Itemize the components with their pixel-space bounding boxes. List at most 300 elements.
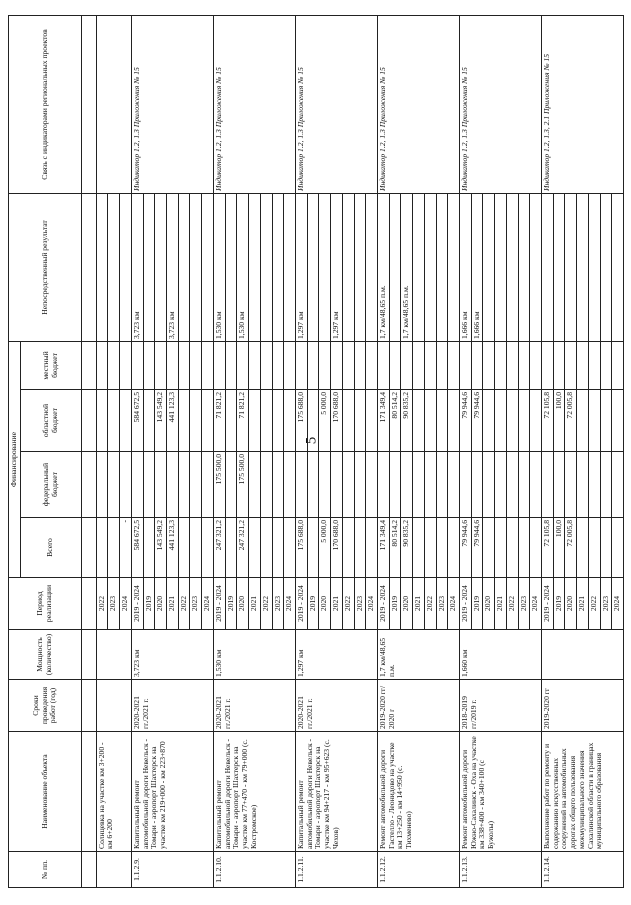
period-year: 2024 [448, 578, 460, 630]
regional-value [506, 390, 518, 452]
period-year: 2024 [530, 578, 542, 630]
regional-value: 79 944,6 [460, 390, 472, 452]
local-value [331, 341, 343, 389]
project-term: 2019-2020 гг [542, 680, 624, 732]
regional-value [424, 390, 436, 452]
total-value: 441 123,3 [167, 518, 179, 578]
result-value [143, 193, 155, 341]
local-value [436, 341, 448, 389]
period-year: 2024 [284, 578, 296, 630]
regional-value: 175 688,0 [295, 390, 307, 452]
local-value [202, 341, 214, 389]
regional-value [143, 390, 155, 452]
federal-value [354, 452, 366, 518]
result-value [495, 193, 507, 341]
local-value [342, 341, 354, 389]
total-value [143, 518, 155, 578]
result-value [108, 193, 120, 341]
result-value [190, 193, 202, 341]
federal-value [131, 452, 143, 518]
result-value [225, 193, 237, 341]
period-year: 2023 [108, 578, 120, 630]
federal-value [155, 452, 167, 518]
result-value: 1,297 км [295, 193, 307, 341]
local-value [448, 341, 460, 389]
total-value: 79 944,6 [471, 518, 483, 578]
regional-value [495, 390, 507, 452]
header-row-1 [9, 15, 21, 887]
project-name: Капитальный ремонт автомобильной дороги Невельск - Томари - аэропорт Шахтерск на участке км 219+000 - км 223+870 [131, 732, 213, 852]
total-value: - [120, 518, 132, 578]
result-value [413, 193, 425, 341]
regional-value [448, 390, 460, 452]
local-value [366, 341, 378, 389]
header-num: № пп. [9, 852, 82, 888]
document-table-area [8, 16, 622, 888]
total-value [424, 518, 436, 578]
period-year: 2021 [495, 578, 507, 630]
total-value [260, 518, 272, 578]
header-capacity: Мощность (количество) [9, 630, 82, 680]
total-value [96, 518, 108, 578]
total-value [354, 518, 366, 578]
carryover-num-cell [96, 852, 131, 888]
regional-value [342, 390, 354, 452]
result-value: 1,530 км [213, 193, 225, 341]
total-value: 143 549,2 [155, 518, 167, 578]
project-term: 2020-2021 гг./2021 г. [131, 680, 213, 732]
local-value [120, 341, 132, 389]
regional-value: 80 514,2 [389, 390, 401, 452]
total-value [518, 518, 530, 578]
regional-value [530, 390, 542, 452]
federal-value [143, 452, 155, 518]
project-term: 2018-2019 гг/2019 г. [460, 680, 542, 732]
period-year: 2019 [553, 578, 565, 630]
result-value [424, 193, 436, 341]
federal-value [284, 452, 296, 518]
total-value [436, 518, 448, 578]
total-value: 79 944,6 [460, 518, 472, 578]
project-name: Ремонт автомобильной дороги Гастелло - Леонидово на участке км 13+250 - км 14+950 (с. Тихменево) [377, 732, 459, 852]
total-value [577, 518, 589, 578]
regional-value [354, 390, 366, 452]
total-value: 175 688,0 [295, 518, 307, 578]
local-value [225, 341, 237, 389]
federal-value [460, 452, 472, 518]
federal-value: 175 500,0 [237, 452, 249, 518]
result-value [542, 193, 554, 341]
federal-value [600, 452, 612, 518]
regional-value [577, 390, 589, 452]
result-value [284, 193, 296, 341]
period-year: 2022 [96, 578, 108, 630]
regional-value [249, 390, 261, 452]
project-capacity: 1,660 км [460, 630, 542, 680]
total-value: 584 672,5 [131, 518, 143, 578]
result-value [155, 193, 167, 341]
result-value [483, 193, 495, 341]
project-capacity: 3,723 км [131, 630, 213, 680]
result-value [354, 193, 366, 341]
regional-value [436, 390, 448, 452]
result-value [506, 193, 518, 341]
total-value [307, 518, 319, 578]
period-year: 2022 [424, 578, 436, 630]
project-name: Капитальный ремонт автомобильной дороги Невельск - Томари - аэропорт Шахтерск на участке км 94+217 - км 95+623 (с. Чехов) [295, 732, 377, 852]
regional-value [612, 390, 624, 452]
carryover-name: Солнцевка на участке км 3+200 - км 6+200 [96, 732, 131, 852]
total-value [612, 518, 624, 578]
header-financing: Финансирование [9, 341, 21, 577]
total-value: 5 000,0 [319, 518, 331, 578]
regional-value: 72 005,8 [565, 390, 577, 452]
federal-value [190, 452, 202, 518]
federal-value [96, 452, 108, 518]
result-value: 1,666 км [460, 193, 472, 341]
local-value [495, 341, 507, 389]
federal-value [225, 452, 237, 518]
result-value [366, 193, 378, 341]
local-value [588, 341, 600, 389]
total-value [272, 518, 284, 578]
table-row [542, 15, 554, 887]
local-value [96, 341, 108, 389]
local-value [237, 341, 249, 389]
header-regional: областной бюджет [20, 390, 81, 452]
total-value [225, 518, 237, 578]
project-link: Индикатор 1.2, 1.3 Приложения № 15 [295, 15, 377, 193]
header-total: Всего [20, 518, 81, 578]
local-value [155, 341, 167, 389]
local-value [577, 341, 589, 389]
local-value [178, 341, 190, 389]
regional-value: 441 123,3 [167, 390, 179, 452]
result-value: 1,297 км [331, 193, 343, 341]
period-year: 2019 - 2024 [295, 578, 307, 630]
local-value [389, 341, 401, 389]
period-year: 2019 [389, 578, 401, 630]
regional-value: 90 835,2 [401, 390, 413, 452]
total-value [284, 518, 296, 578]
result-value [436, 193, 448, 341]
result-value [565, 193, 577, 341]
period-year: 2023 [354, 578, 366, 630]
period-year: 2019 - 2024 [377, 578, 389, 630]
project-num: 1.1.2.13. [460, 852, 542, 888]
local-value [190, 341, 202, 389]
result-value [249, 193, 261, 341]
period-year: 2023 [190, 578, 202, 630]
local-value [553, 341, 565, 389]
period-year: 2021 [167, 578, 179, 630]
local-value [506, 341, 518, 389]
regional-value: 100,0 [553, 390, 565, 452]
federal-value [436, 452, 448, 518]
project-link: Индикатор 1.2, 1.3 Приложения № 15 [131, 15, 213, 193]
project-capacity: 1,7 км/48,65 п.м. [377, 630, 459, 680]
total-value [249, 518, 261, 578]
local-value [260, 341, 272, 389]
result-value: 1,7 км/48,65 п.м. [401, 193, 413, 341]
project-link: Индикатор 1.2, 1.3 Приложения № 15 [460, 15, 542, 193]
result-value [588, 193, 600, 341]
period-year: 2022 [260, 578, 272, 630]
federal-value [577, 452, 589, 518]
regional-value [518, 390, 530, 452]
table-row [295, 15, 307, 887]
local-value [424, 341, 436, 389]
federal-value [307, 452, 319, 518]
federal-value [471, 452, 483, 518]
regional-value: 143 549,2 [155, 390, 167, 452]
federal-value [295, 452, 307, 518]
period-year: 2022 [178, 578, 190, 630]
project-link: Индикатор 1.2, 1.3 Приложения № 15 [213, 15, 295, 193]
total-value [530, 518, 542, 578]
regional-value [260, 390, 272, 452]
period-year: 2019 - 2024 [542, 578, 554, 630]
period-year: 2022 [342, 578, 354, 630]
period-year: 2021 [331, 578, 343, 630]
rotated-table-container [8, 16, 622, 888]
carryover-link [96, 15, 131, 193]
total-value: 100,0 [553, 518, 565, 578]
result-value [307, 193, 319, 341]
regional-value [413, 390, 425, 452]
financing-table [8, 15, 624, 888]
project-num: 1.1.2.10. [213, 852, 295, 888]
result-value [120, 193, 132, 341]
result-value [612, 193, 624, 341]
period-year: 2019 [225, 578, 237, 630]
result-value [389, 193, 401, 341]
header-spacer-row [81, 15, 96, 887]
federal-value [342, 452, 354, 518]
local-value [272, 341, 284, 389]
total-value: 247 321,2 [213, 518, 225, 578]
federal-value [483, 452, 495, 518]
regional-value: 72 105,8 [542, 390, 554, 452]
period-year: 2024 [366, 578, 378, 630]
period-year: 2021 [577, 578, 589, 630]
period-year: 2019 - 2024 [460, 578, 472, 630]
project-name: Ремонт автомобильной дороги Южно-Сахалинск - Оха на участке км 338+400 - км 340+100 (с Бужолы) [460, 732, 542, 852]
page-number-text: 5 [303, 436, 320, 444]
local-value [108, 341, 120, 389]
federal-value [249, 452, 261, 518]
regional-value: 5 000,0 [319, 390, 331, 452]
local-value [600, 341, 612, 389]
local-value [307, 341, 319, 389]
period-year: 2022 [588, 578, 600, 630]
federal-value [542, 452, 554, 518]
period-year: 2020 [565, 578, 577, 630]
result-value [260, 193, 272, 341]
total-value [178, 518, 190, 578]
period-year: 2020 [237, 578, 249, 630]
total-value [342, 518, 354, 578]
local-value [213, 341, 225, 389]
federal-value [424, 452, 436, 518]
project-num: 1.1.2.14. [542, 852, 624, 888]
period-year: 2023 [272, 578, 284, 630]
local-value [295, 341, 307, 389]
federal-value [553, 452, 565, 518]
federal-value [120, 452, 132, 518]
regional-value [202, 390, 214, 452]
header-period: Период реализации [9, 578, 82, 630]
local-value [284, 341, 296, 389]
header-local: местный бюджет [20, 341, 81, 389]
table-row [213, 15, 225, 887]
local-value [377, 341, 389, 389]
federal-value [389, 452, 401, 518]
federal-value [530, 452, 542, 518]
header-term: Сроки проведения работ (год) [9, 680, 82, 732]
total-value [366, 518, 378, 578]
total-value: 72 105,8 [542, 518, 554, 578]
local-value [518, 341, 530, 389]
local-value [249, 341, 261, 389]
regional-value: 79 944,6 [471, 390, 483, 452]
project-term: 2019-2020 гг/ 2020 г [377, 680, 459, 732]
period-year: 2024 [120, 578, 132, 630]
project-num: 1.1.2.11. [295, 852, 377, 888]
period-year: 2021 [249, 578, 261, 630]
period-year: 2020 [483, 578, 495, 630]
period-year: 2020 [401, 578, 413, 630]
project-num: 1.1.2.12. [377, 852, 459, 888]
federal-value [260, 452, 272, 518]
total-value [190, 518, 202, 578]
total-value [495, 518, 507, 578]
period-year: 2019 [471, 578, 483, 630]
local-value [483, 341, 495, 389]
federal-value [202, 452, 214, 518]
federal-value: 175 500,0 [213, 452, 225, 518]
result-value [448, 193, 460, 341]
federal-value [495, 452, 507, 518]
federal-value [377, 452, 389, 518]
result-value: 3,723 км [131, 193, 143, 341]
table-body [96, 15, 623, 887]
federal-value [178, 452, 190, 518]
period-year: 2020 [319, 578, 331, 630]
project-num: 1.1.2.9. [131, 852, 213, 888]
regional-value [366, 390, 378, 452]
period-year: 2021 [413, 578, 425, 630]
result-value: 1,666 км [471, 193, 483, 341]
result-value: 1,530 км [237, 193, 249, 341]
total-value: 80 514,2 [389, 518, 401, 578]
result-value [553, 193, 565, 341]
total-value [600, 518, 612, 578]
total-value [202, 518, 214, 578]
local-value [471, 341, 483, 389]
result-value: 1,7 км/48,65 п.м. [377, 193, 389, 341]
federal-value [448, 452, 460, 518]
result-value: 3,723 км [167, 193, 179, 341]
total-value [506, 518, 518, 578]
local-value [565, 341, 577, 389]
project-capacity: 1,530 км [213, 630, 295, 680]
period-year: 2019 - 2024 [213, 578, 225, 630]
federal-value [565, 452, 577, 518]
result-value [202, 193, 214, 341]
project-capacity [542, 630, 624, 680]
federal-value [331, 452, 343, 518]
result-value [530, 193, 542, 341]
federal-value [413, 452, 425, 518]
local-value [612, 341, 624, 389]
result-value [342, 193, 354, 341]
total-value: 170 688,0 [331, 518, 343, 578]
total-value [483, 518, 495, 578]
regional-value [225, 390, 237, 452]
federal-value [366, 452, 378, 518]
local-value [401, 341, 413, 389]
federal-value [272, 452, 284, 518]
regional-value [190, 390, 202, 452]
period-year: 2022 [506, 578, 518, 630]
federal-value [506, 452, 518, 518]
regional-value [272, 390, 284, 452]
regional-value: 170 688,0 [331, 390, 343, 452]
period-year: 2019 [143, 578, 155, 630]
carryover-term [96, 680, 131, 732]
total-value: 247 321,2 [237, 518, 249, 578]
period-year: 2024 [612, 578, 624, 630]
result-value [96, 193, 108, 341]
period-year: 2019 - 2024 [131, 578, 143, 630]
project-capacity: 1,297 км [295, 630, 377, 680]
regional-value: 584 672,5 [131, 390, 143, 452]
period-year: 2023 [436, 578, 448, 630]
regional-value: 71 821,2 [213, 390, 225, 452]
federal-value [612, 452, 624, 518]
header-link: Связь с индикаторами региональных проектов [9, 15, 82, 193]
total-value [108, 518, 120, 578]
header-federal: федеральный бюджет [20, 452, 81, 518]
federal-value [401, 452, 413, 518]
carryover-row [96, 15, 108, 887]
project-link: Индикатор 1.2, 1.3, 2.1 Приложения № 15 [542, 15, 624, 193]
result-value [319, 193, 331, 341]
federal-value [588, 452, 600, 518]
regional-value [96, 390, 108, 452]
table-row [131, 15, 143, 887]
result-value [272, 193, 284, 341]
local-value [319, 341, 331, 389]
result-value [518, 193, 530, 341]
period-year: 2024 [202, 578, 214, 630]
regional-value [178, 390, 190, 452]
project-term: 2020-2021 гг./2021 г. [295, 680, 377, 732]
federal-value [108, 452, 120, 518]
local-value [530, 341, 542, 389]
local-value [167, 341, 179, 389]
project-term: 2020-2021 гг./2021 г. [213, 680, 295, 732]
local-value [460, 341, 472, 389]
local-value [542, 341, 554, 389]
total-value: 171 349,4 [377, 518, 389, 578]
project-link: Индикатор 1.2, 1.3 Приложения № 15 [377, 15, 459, 193]
header-name: Наименование объекта [9, 732, 82, 852]
regional-value: 171 349,4 [377, 390, 389, 452]
header-result: Непосредственный результат [9, 193, 82, 341]
local-value [143, 341, 155, 389]
